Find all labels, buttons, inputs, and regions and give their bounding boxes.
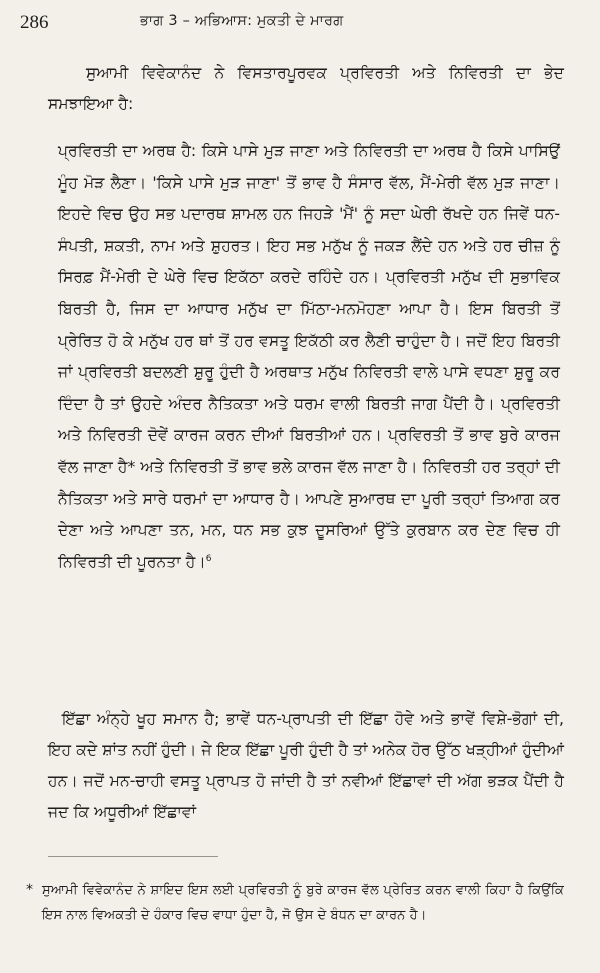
- footnote-divider: [48, 856, 218, 857]
- quote-text: ਪ੍ਰਵਿਰਤੀ ਦਾ ਅਰਥ ਹੈ: ਕਿਸੇ ਪਾਸੇ ਮੁੜ ਜਾਣਾ ਅਤੇ ਨਿਵਿਰਤੀ ਦਾ ਅਰਥ ਹੈ ਕਿਸੇ ਪਾਸਿਉਂ ਮੂੰਹ ਮੋੜ ਲੈਣਾ। 'ਕਿਸੇ ਪਾਸੇ ਮੁੜ ਜਾਣਾ' ਤੋਂ ਭਾਵ ਹੈ ਸੰਸਾਰ ਵੱਲ, ਮੈਂ-ਮੇਰੀ ਵੱਲ ਮੁੜ ਜਾਣਾ। ਇਹਦੇ ਵਿਚ ਉਹ ਸਭ ਪਦਾਰਥ ਸ਼ਾਮਲ ਹਨ ਜਿਹੜੇ 'ਮੈਂ' ਨੂੰ ਸਦਾ ਘੇਰੀ ਰੱਖਦੇ ਹਨ ਜਿਵੇਂ ਧਨ-ਸੰਪਤੀ, ਸ਼ਕਤੀ, ਨਾਮ ਅਤੇ ਸ਼ੁਹਰਤ। ਇਹ ਸਭ ਮਨੁੱਖ ਨੂੰ ਜਕੜ ਲੈਂਦੇ ਹਨ ਅਤੇ ਹਰ ਚੀਜ਼ ਨੂੰ ਸਿਰਫ਼ ਮੈਂ-ਮੇਰੀ ਦੇ ਘੇਰੇ ਵਿਚ ਇਕੱਠਾ ਕਰਦੇ ਰਹਿੰਦੇ ਹਨ। ਪ੍ਰਵਿਰਤੀ ਮਨੁੱਖ ਦੀ ਸੁਭਾਵਿਕ ਬਿਰਤੀ ਹੈ, ਜਿਸ ਦਾ ਆਧਾਰ ਮਨੁੱਖ ਦਾ ਮਿੱਠਾ-ਮਨਮੋਹਣਾ ਆਪਾ ਹੈ। ਇਸ ਬਿਰਤੀ ਤੋਂ ਪ੍ਰੇਰਿਤ ਹੋ ਕੇ ਮਨੁੱਖ ਹਰ ਥਾਂ ਤੋਂ ਹਰ ਵਸਤੂ ਇਕੱਠੀ ਕਰ ਲੈਣੀ ਚਾਹੁੰਦਾ ਹੈ। ਜਦੋਂ ਇਹ ਬਿਰਤੀ ਜਾਂ ਪ੍ਰਵਿਰਤੀ ਬਦਲਣੀ ਸ਼ੁਰੂ ਹੁੰਦੀ ਹੈ ਅਰਥਾਤ ਮਨੁੱਖ ਨਿਵਿਰਤੀ ਵਾਲੇ ਪਾਸੇ ਵਧਣਾ ਸ਼ੁਰੂ ਕਰ ਦਿੰਦਾ ਹੈ ਤਾਂ ਉਹਦੇ ਅੰਦਰ ਨੈਤਿਕਤਾ ਅਤੇ ਧਰਮ ਵਾਲੀ ਬਿਰਤੀ ਜਾਗ ਪੈਂਦੀ ਹੈ। ਪ੍ਰਵਿਰਤੀ ਅਤੇ ਨਿਵਿਰਤੀ ਦੋਵੇਂ ਕਾਰਜ ਕਰਨ ਦੀਆਂ ਬਿਰਤੀਆਂ ਹਨ। ਪ੍ਰਵਿਰਤੀ ਤੋਂ ਭਾਵ ਬੁਰੇ ਕਾਰਜ ਵੱਲ ਜਾਣਾ ਹੈ* ਅਤੇ ਨਿਵਿਰਤੀ ਤੋਂ ਭਾਵ ਭਲੇ ਕਾਰਜ ਵੱਲ ਜਾਣਾ ਹੈ। ਨਿਵਿਰਤੀ ਹਰ ਤਰ੍ਹਾਂ ਦੀ ਨੈਤਿਕਤਾ ਅਤੇ ਸਾਰੇ ਧਰਮਾਂ ਦਾ ਆਧਾਰ ਹੈ। ਆਪਣੇ ਸੁਆਰਥ ਦਾ ਪੂਰੀ ਤਰ੍ਹਾਂ ਤਿਆਗ ਕਰ ਦੇਣਾ ਅਤੇ ਆਪਣਾ ਤਨ, ਮਨ, ਧਨ ਸਭ ਕੁਝ ਦੂਸਰਿਆਂ ਉੱਤੇ ਕੁਰਬਾਨ ਕਰ ਦੇਣ ਵਿਚ ਹੀ ਨਿਵਿਰਤੀ ਦੀ ਪੂਰਨਤਾ ਹੈ।: [58, 142, 560, 571]
- endnote-reference: 6: [205, 553, 212, 564]
- quoted-passage: [58, 136, 560, 578]
- running-title: ਭਾਗ 3 – ਅਭਿਆਸ: ਮੁਕਤੀ ਦੇ ਮਾਰਗ: [140, 13, 344, 29]
- page-number: 286: [20, 12, 49, 33]
- body-text: ਇੱਛਾ ਅੰਨ੍ਹੇ ਖੂਹ ਸਮਾਨ ਹੈ; ਭਾਵੇਂ ਧਨ-ਪ੍ਰਾਪਤੀ ਦੀ ਇੱਛਾ ਹੋਵੇ ਅਤੇ ਭਾਵੇਂ ਵਿਸ਼ੇ-ਭੋਗਾਂ ਦੀ, ਇਹ ਕਦੇ ਸ਼ਾਂਤ ਨਹੀਂ ਹੁੰਦੀ। ਜੇ ਇਕ ਇੱਛਾ ਪੂਰੀ ਹੁੰਦੀ ਹੈ ਤਾਂ ਅਨੇਕ ਹੋਰ ਉੱਠ ਖੜ੍ਹੀਆਂ ਹੁੰਦੀਆਂ ਹਨ। ਜਦੋਂ ਮਨ-ਚਾਹੀ ਵਸਤੂ ਪ੍ਰਾਪਤ ਹੋ ਜਾਂਦੀ ਹੈ ਤਾਂ ਨਵੀਆਂ ਇੱਛਾਵਾਂ ਦੀ ਅੱਗ ਭੜਕ ਪੈਂਦੀ ਹੈ ਜਦ ਕਿ ਅਧੂਰੀਆਂ ਇੱਛਾਵਾਂ: [48, 710, 564, 821]
- intro-text: ਸੁਆਮੀ ਵਿਵੇਕਾਨੰਦ ਨੇ ਵਿਸਤਾਰਪੂਰਵਕ ਪ੍ਰਵਿਰਤੀ ਅਤੇ ਨਿਵਿਰਤੀ ਦਾ ਭੇਦ ਸਮਝਾਇਆ ਹੈ:: [48, 64, 564, 113]
- page-header: [20, 12, 580, 42]
- footnote-text: ਸੁਆਮੀ ਵਿਵੇਕਾਨੰਦ ਨੇ ਸ਼ਾਇਦ ਇਸ ਲਈ ਪ੍ਰਵਿਰਤੀ ਨੂੰ ਬੁਰੇ ਕਾਰਜ ਵੱਲ ਪ੍ਰੇਰਿਤ ਕਰਨ ਵਾਲੀ ਕਿਹਾ ਹੈ ਕਿਉਂਕਿ ਇਸ ਨਾਲ ਵਿਅਕਤੀ ਦੇ ਹੰਕਾਰ ਵਿਚ ਵਾਧਾ ਹੁੰਦਾ ਹੈ, ਜੋ ਉਸ ਦੇ ਬੰਧਨ ਦਾ ਕਾਰਨ ਹੈ।: [42, 883, 564, 923]
- footnote-marker: *: [26, 882, 33, 898]
- body-paragraph: [48, 704, 564, 828]
- intro-paragraph: [48, 58, 564, 120]
- footnote: [20, 878, 564, 928]
